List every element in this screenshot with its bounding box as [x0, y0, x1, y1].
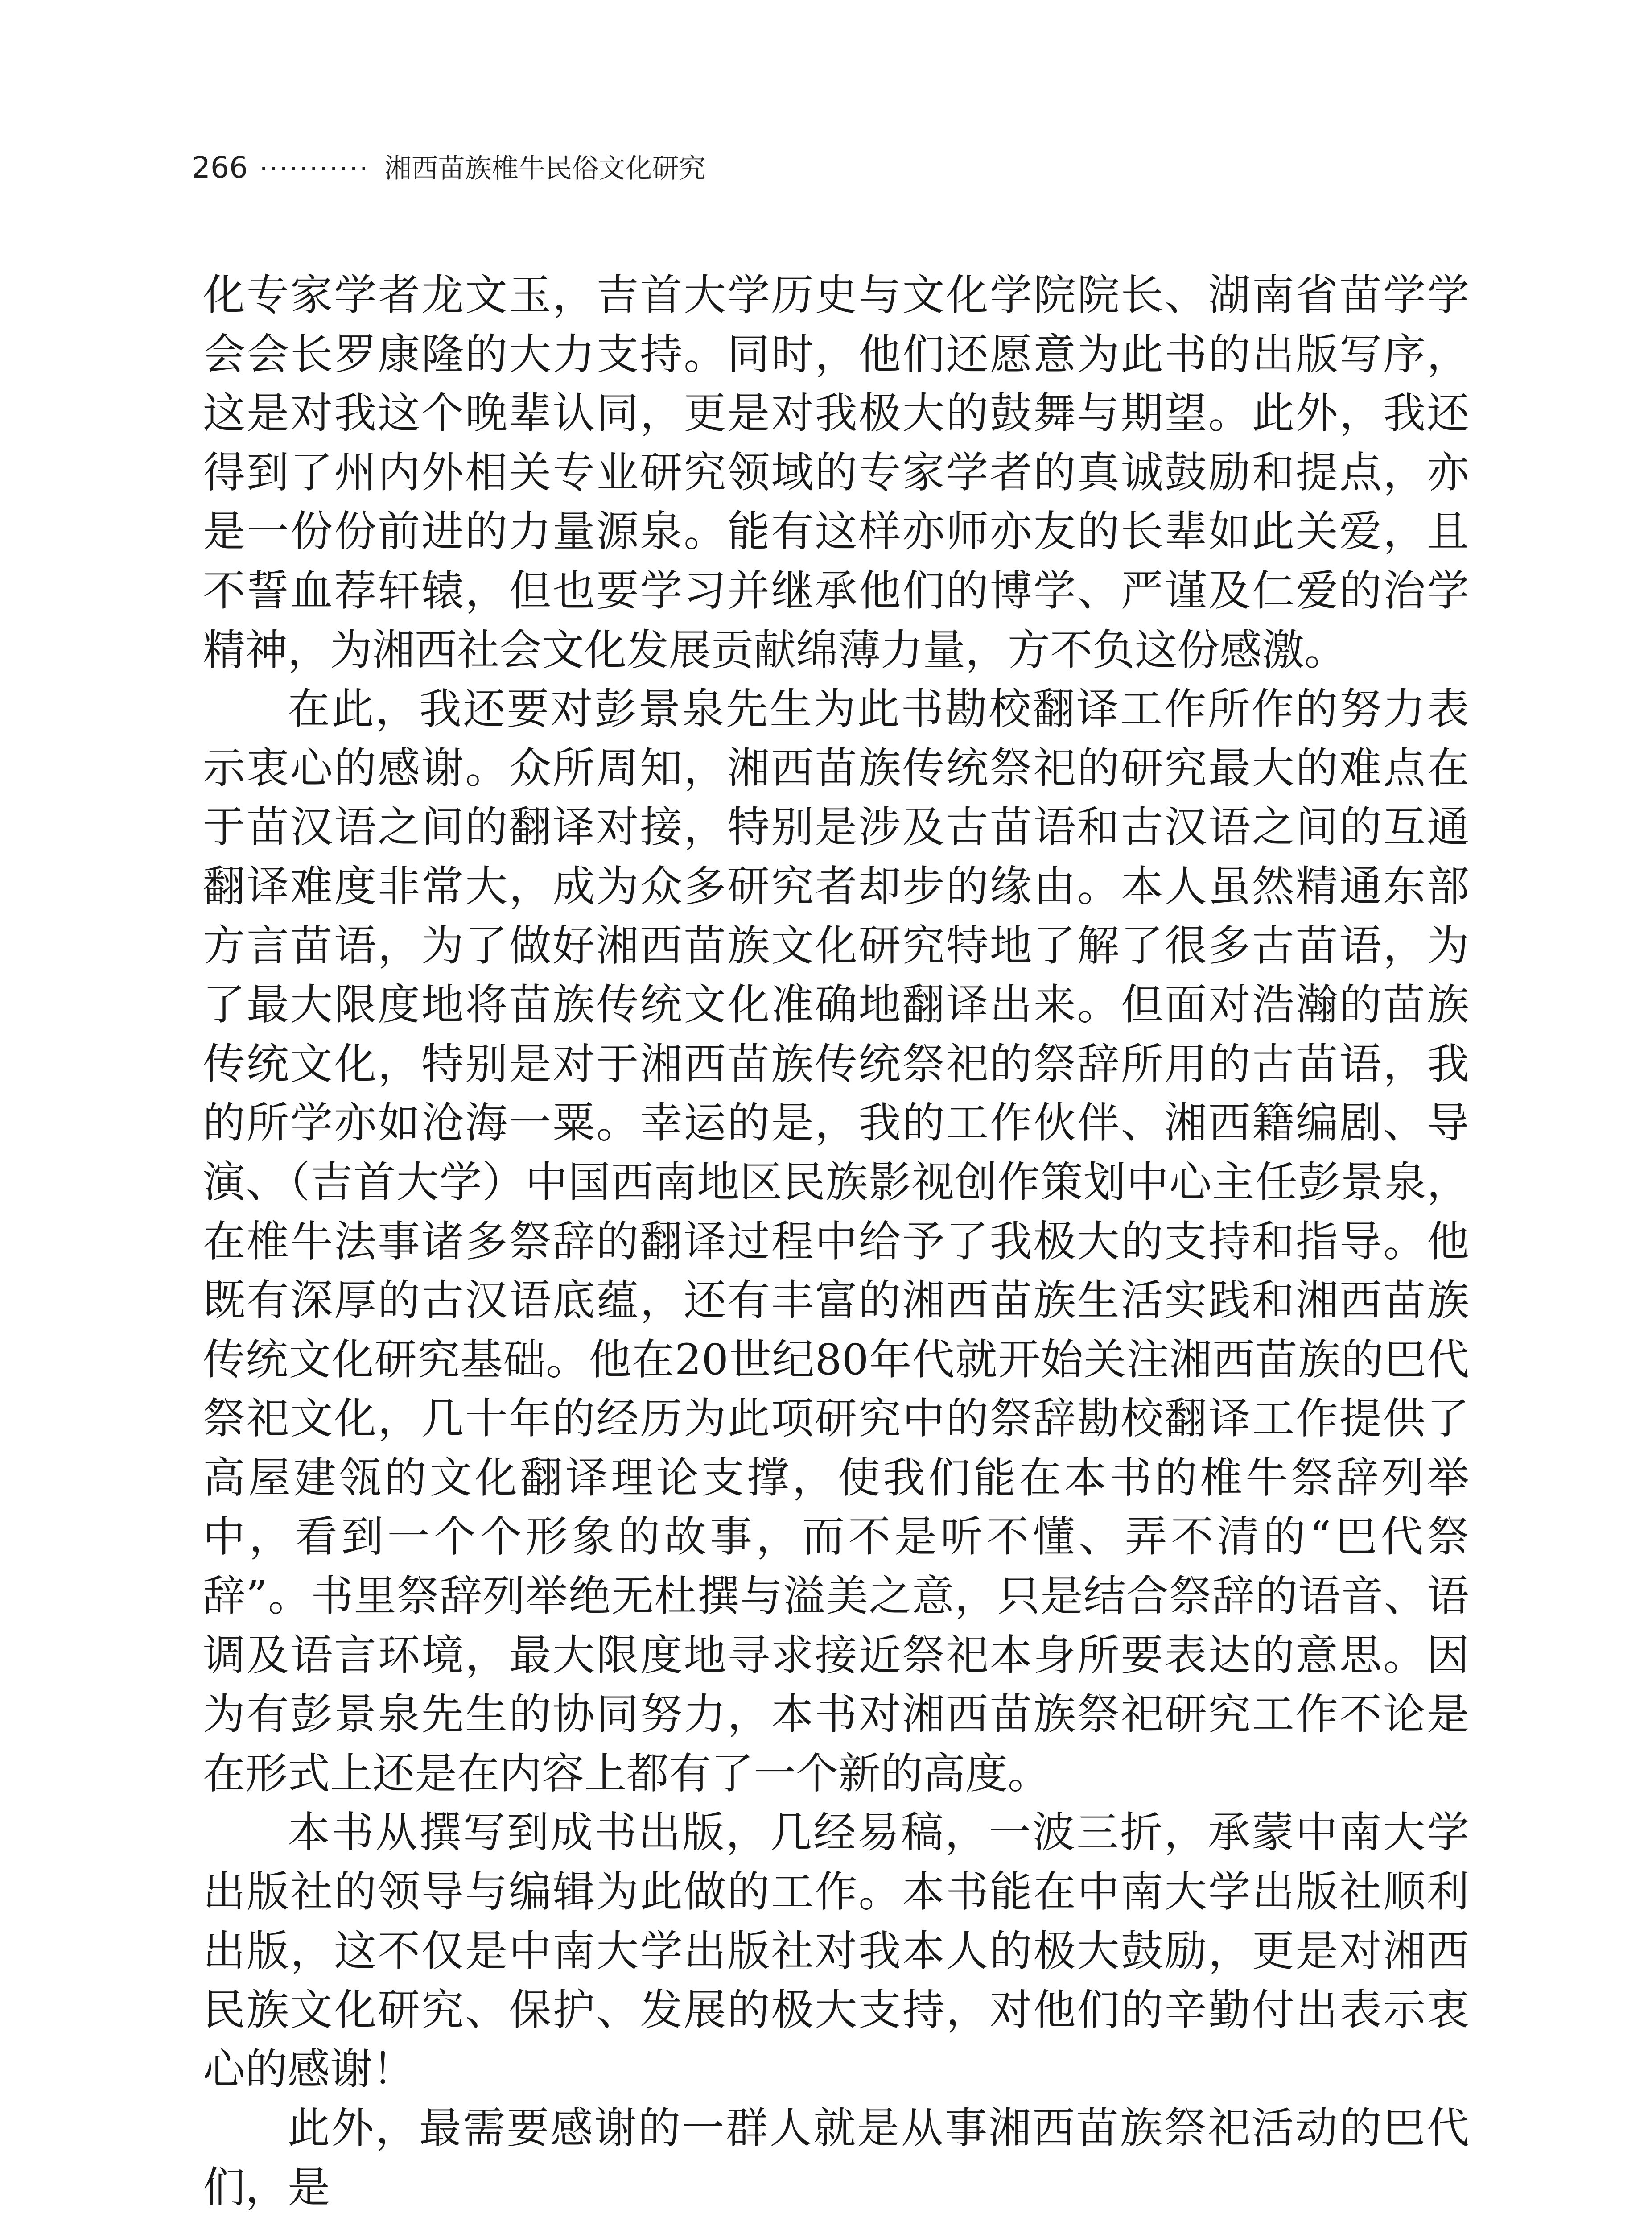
running-title: 湘西苗族椎牛民俗文化研究 [384, 153, 706, 184]
running-header [192, 147, 706, 186]
paragraph-4: 此外，最需要感谢的一群人就是从事湘西苗族祭祀活动的巴代们，是 [203, 2104, 1469, 2212]
paragraph-2: 在此，我还要对彭景泉先生为此书勘校翻译工作所作的努力表示衷心的感谢。众所周知，湘西苗族传统祭祀的研究最大的难点在于苗汉语之间的翻译对接，特别是涉及古苗语和古汉语之间的互通翻译难度非常大，成为众多研究者却步的缘由。本人虽然精通东部方言苗语，为了做好湘西苗族文化研究特地了解了很多古苗语，为了最大限度地将苗族传统文化准确地翻译出来。但面对浩瀚的苗族传统文化，特别是对于湘西苗族传统祭祀的祭辞所用的古苗语，我的所学亦如沧海一粟。幸运的是，我的工作伙伴、湘西籍编剧、导演、（吉首大学）中国西南地区民族影视创作策划中心主任彭景泉，在椎牛法事诸多祭辞的翻译过程中给予了我极大的支持和指导。他既有深厚的古汉语底蕴，还有丰富的湘西苗族生活实践和湘西苗族传统文化研究基础。他在20世纪80年代就开始关注湘西苗族的巴代祭祀文化，几十年的经历为此项研究中的祭辞勘校翻译工作提供了高屋建瓴的文化翻译理论支撑，使我们能在本书的椎牛祭辞列举中，看到一个个形象的故事，而不是听不懂、弄不清的“巴代祭辞”。书里祭辞列举绝无杜撰与溢美之意，只是结合祭辞的语音、语调及语言环境，最大限度地寻求接近祭祀本身所要表达的意思。因为有彭景泉先生的协同努力，本书对湘西苗族祭祀研究工作不论是在形式上还是在内容上都有了一个新的高度。 [203, 685, 1469, 1798]
page-number: 266 [192, 150, 248, 185]
header-leader-dots: ··········· [259, 153, 370, 184]
paragraph-3: 本书从撰写到成书出版，几经易稿，一波三折，承蒙中南大学出版社的领导与编辑为此做的工作。本书能在中南大学出版社顺利出版，这不仅是中南大学出版社对我本人的极大鼓励，更是对湘西民族文化研究、保护、发展的极大支持，对他们的辛勤付出表示衷心的感谢！ [203, 1808, 1469, 2094]
body-text [203, 266, 1469, 2218]
paragraph-1: 化专家学者龙文玉，吉首大学历史与文化学院院长、湖南省苗学学会会长罗康隆的大力支持。同时，他们还愿意为此书的出版写序，这是对我这个晚辈认同，更是对我极大的鼓舞与期望。此外，我还得到了州内外相关专业研究领域的专家学者的真诚鼓励和提点，亦是一份份前进的力量源泉。能有这样亦师亦友的长辈如此关爱，且不誓血荐轩辕，但也要学习并继承他们的博学、严谨及仁爱的治学精神，为湘西社会文化发展贡献绵薄力量，方不负这份感激。 [203, 271, 1469, 675]
